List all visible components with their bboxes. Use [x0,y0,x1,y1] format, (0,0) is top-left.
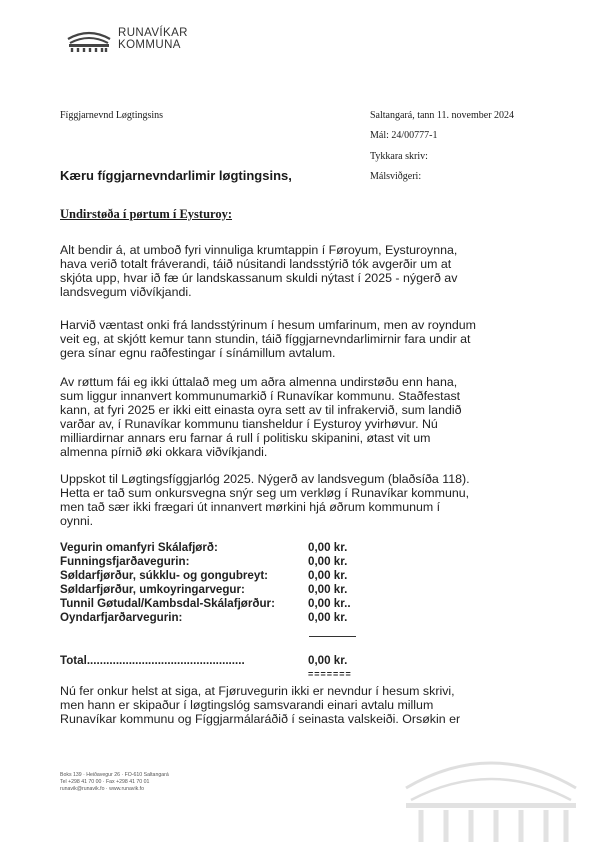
paragraph-line: men tað sær ikki frægari út innanvert mørkini hjá øðrum kommunum í [60,500,441,514]
paragraph-line: men hann er skipaður í løgtingslóg samsvarandi einari avtalu millum [60,698,434,712]
paragraph-line: Hetta er tað sum onkursvegna snýr seg um verkløg í Runavíkar kommunu, [60,486,470,500]
paragraph-2 [60,318,535,360]
road-amount: 0,00 kr. [308,611,348,624]
road-name: Søldarfjørður, umkoyringarvegur: [60,583,245,596]
paragraph-line: Harvið væntast onki frá landsstýrinum í hesum umfarinum, men av royndum [60,318,476,332]
reference-label: Málsviðgeri: [370,171,422,182]
road-item [60,597,351,610]
paragraph-line: sum liggur innanvert kommunumarkið í Runavíkar kommunu. Staðfestast [60,389,461,403]
total-row [60,654,380,668]
greeting: Kæru fíggjarnevndarlimir løgtingsins, [60,168,292,183]
road-item [60,611,348,624]
road-amount: 0,00 kr. [308,541,348,554]
paragraph-line: varðar av, í Runavíkar kommunu tiansheldur í Eysturoy yvirhøvur. Nú [60,417,438,431]
paragraph-line: oynni. [60,514,94,528]
paragraph-line: hava verið totalt fráverandi, táið núsitandi landsstýrið tók avgerðir um at [60,257,452,271]
paragraph-3 [60,375,535,459]
footer-address [60,772,169,793]
subtotal-rule [309,636,356,637]
road-item [60,569,348,582]
logo-line-1: RUNAVÍKAR [118,27,188,39]
total-double-underline: ======= [308,669,352,679]
road-item [60,541,348,554]
place-date: Saltangará, tann 11. november 2024 [370,110,515,121]
paragraph-line: veit eg, at skjótt kemur tann stundin, táið fíggjarnevndarlimirnir fara undir at [60,332,471,346]
road-name: Funningsfjarðavegurin: [60,555,190,568]
paragraph-line: Nú fer onkur helst at siga, at Fjøruvegurin ikki er nevndur í hesum skrivi, [60,684,455,698]
road-name: Tunnil Gøtudal/Kambsdal-Skálafjørður: [60,597,275,610]
logo-line-2: KOMMUNA [118,39,181,51]
your-letter-label: Tykkara skriv: [370,151,428,162]
section-heading: Undirstøða í pørtum í Eysturoy: [60,207,233,221]
paragraph-4 [60,472,535,528]
paragraph-line: Uppskot til Løgtingsfíggjarlóg 2025. Nýgerð av landsvegum (blaðsíða 118). [60,472,470,486]
paragraph-line: milliardirnar annars eru farnar á rull í politisku skipanini, øtast vit um [60,431,431,445]
paragraph-line: almenna pírnið øki okkara viðvíkjandi. [60,445,268,459]
municipality-logo [66,27,206,57]
road-amount: 0,00 kr. [308,583,348,596]
paragraph-line: Runavíkar kommunu og Fíggjarmálaráðið í seinasta valskeiði. Orsøkin er [60,712,461,726]
total-amount: 0,00 kr. [308,654,348,667]
paragraph-line: gera sínar egnu raðfestingar í sínámillum avtalum. [60,346,336,360]
footer-line: runavik@runavik.fo · www.runavik.fo [60,786,144,792]
road-amount: 0,00 kr. [308,569,348,582]
paragraph-line: Alt bendir á, at umboð fyri vinnuliga krumtappin í Føroyum, Eysturoynna, [60,243,458,257]
paragraph-line: skjóta upp, hvar ið fæ úr landskassanum skuldi nýtast í 2025 - nýgerð av [60,271,458,285]
building-watermark-icon [396,748,586,842]
paragraph-line: kann, at fyri 2025 er ikki eitt einasta oyra sett av til infrakervið, sum landið [60,403,462,417]
road-name: Oyndarfjarðarvegurin: [60,611,183,624]
road-name: Vegurin omanfyri Skálafjørð: [60,541,218,554]
paragraph-1 [60,243,535,299]
closing-paragraph [60,684,535,726]
paragraph-line: Av røttum fái eg ikki úttalað meg um aðra almenna undirstøðu enn hana, [60,375,458,389]
total-label: Total................................................. [60,654,245,667]
municipality-crest-icon [66,29,112,53]
case-number: Mál: 24/00777-1 [370,130,438,141]
road-item [60,583,348,596]
road-item [60,555,348,568]
footer-line: Tel +298 41 70 00 · Fax +298 41 70 01 [60,779,150,785]
road-name: Søldarfjørður, súkklu- og gongubreyt: [60,569,269,582]
paragraph-line: landsvegum viðvíkjandi. [60,285,192,299]
footer-line: Boks 139 · Heiðavegur 26 · FO-610 Saltangará [60,772,169,778]
road-budget-list [60,541,380,631]
recipient: Fíggjarnevnd Løgtingsins [60,110,164,121]
road-amount: 0,00 kr.. [308,597,351,610]
road-amount: 0,00 kr. [308,555,348,568]
